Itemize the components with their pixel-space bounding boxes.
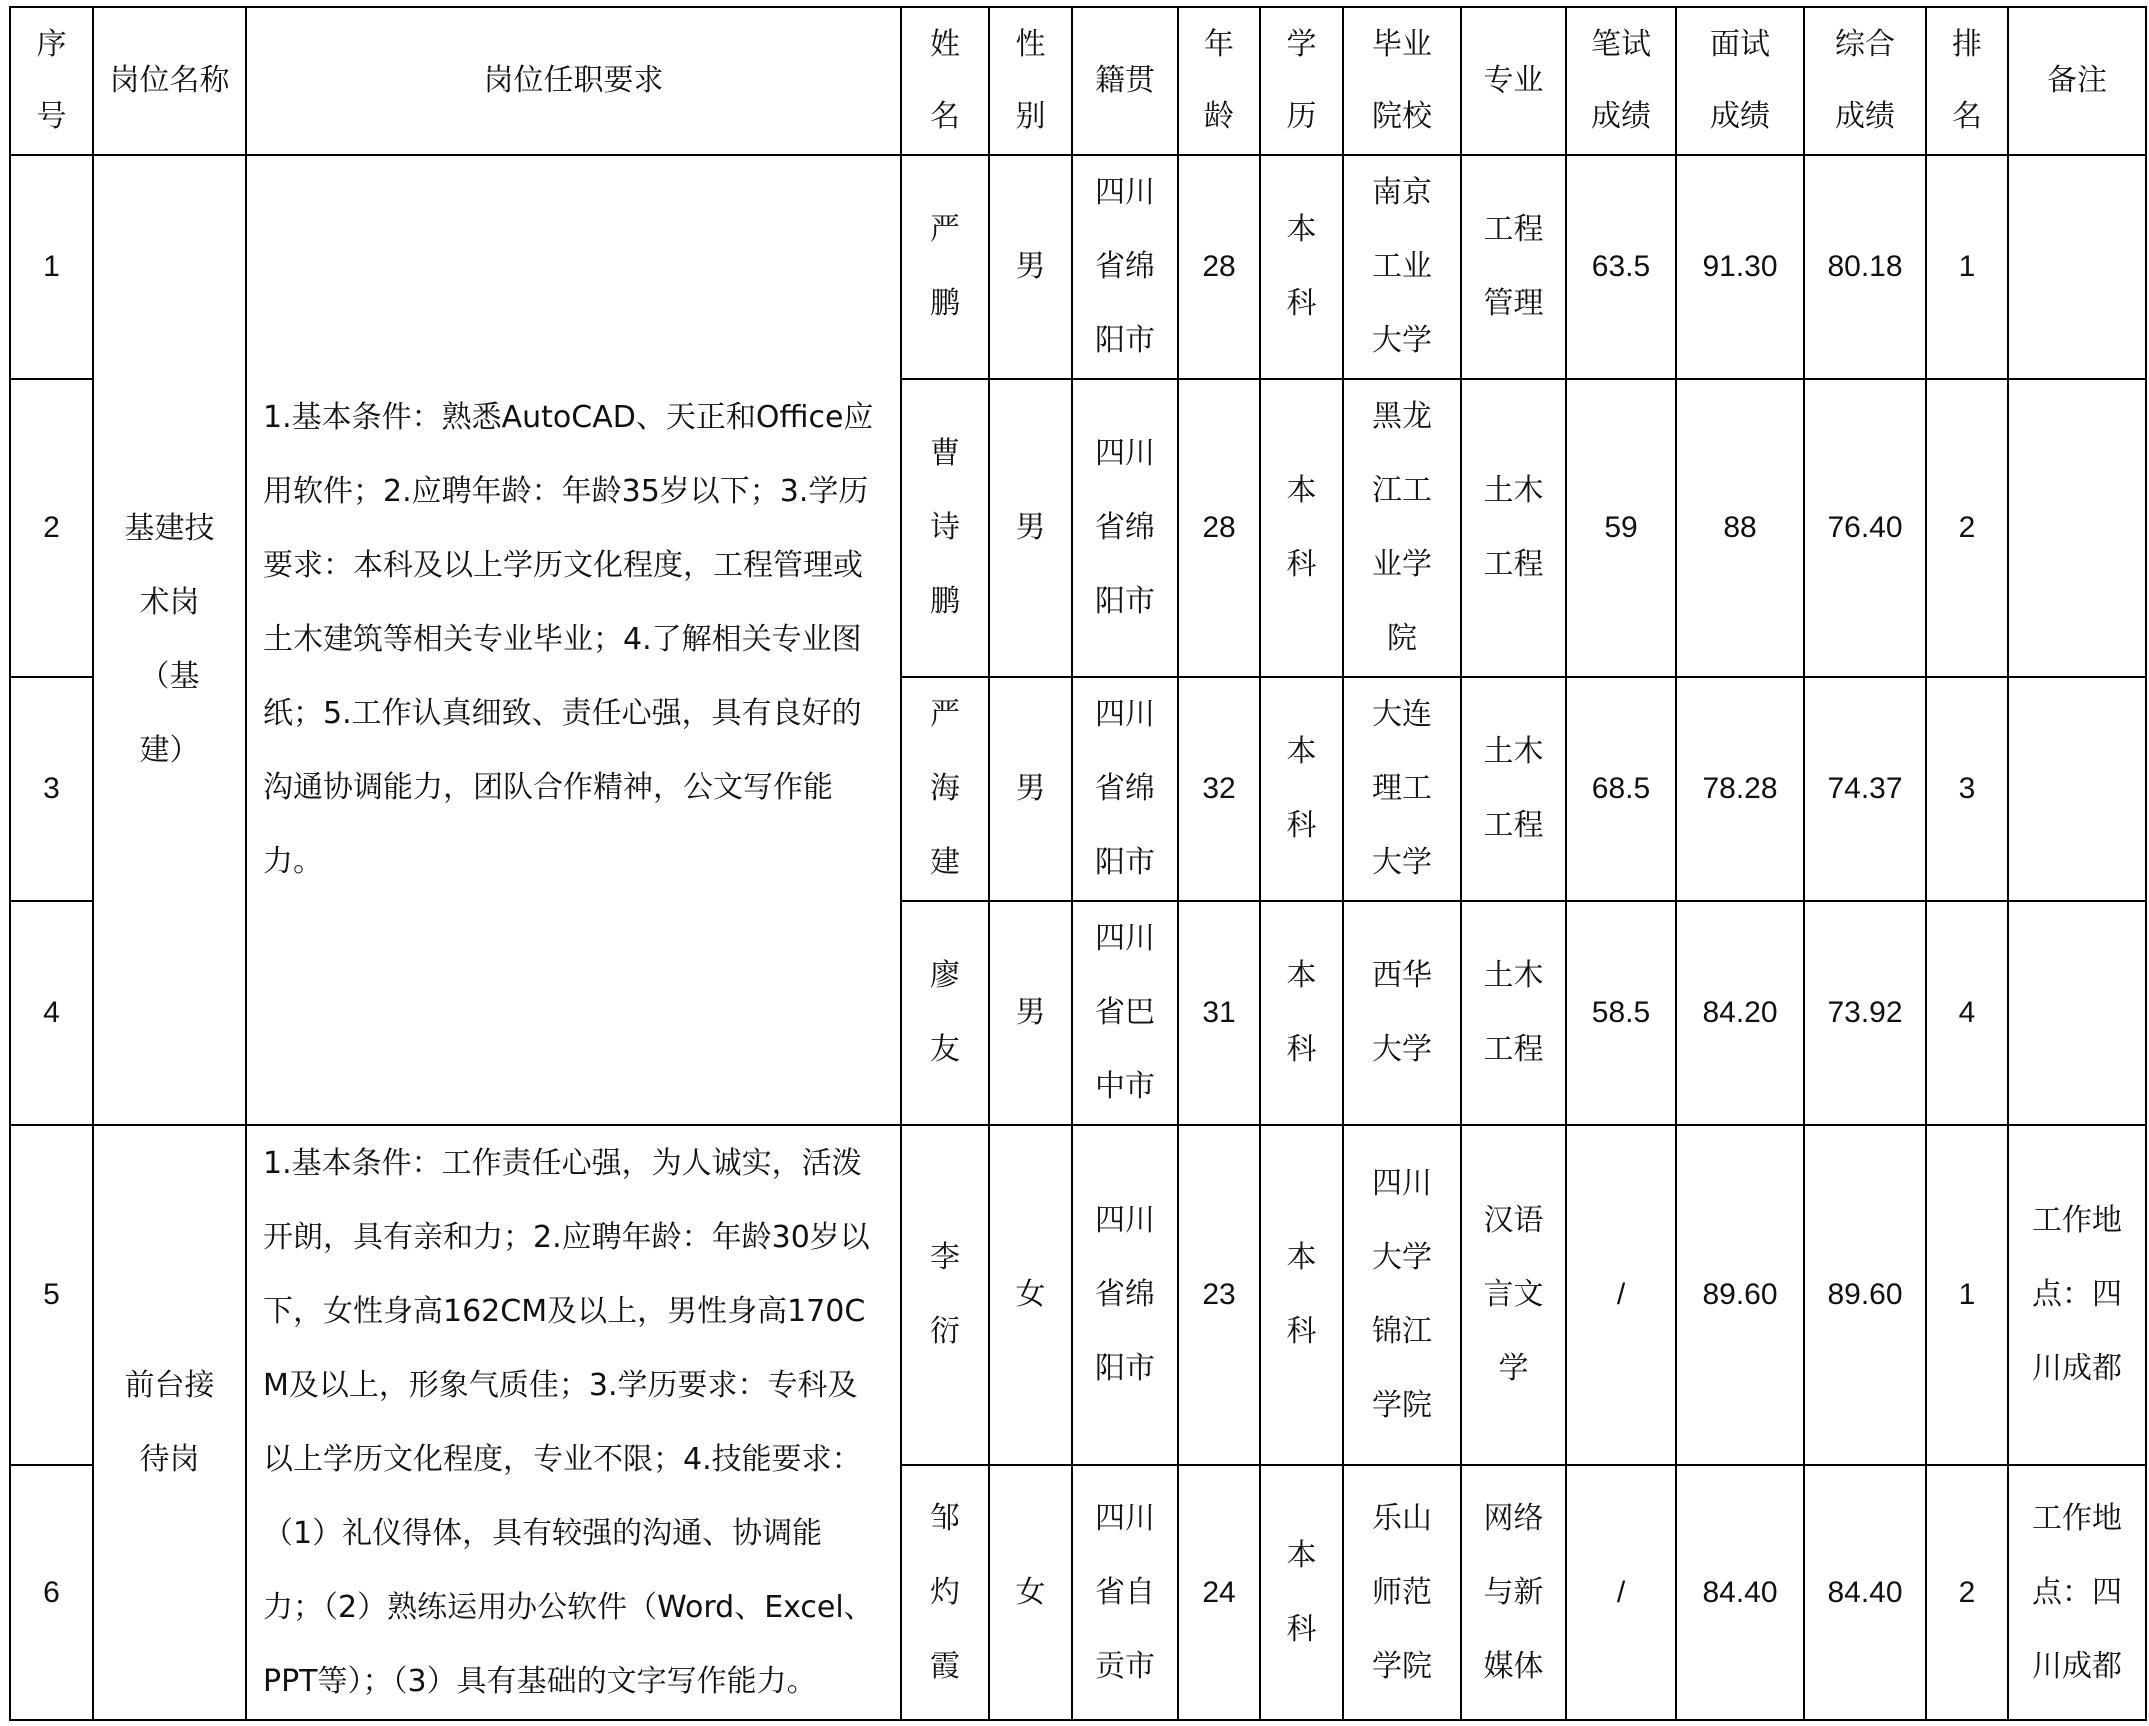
cell-age: 28 bbox=[1178, 155, 1260, 379]
cell-rank: 2 bbox=[1926, 1465, 2008, 1720]
table-row bbox=[10, 1125, 2146, 1465]
cell-education: 本科 bbox=[1260, 1465, 1343, 1720]
cell-native-place: 四川省绵阳市 bbox=[1072, 379, 1178, 677]
cell-education: 本科 bbox=[1260, 379, 1343, 677]
cell-written-score: 58.5 bbox=[1566, 901, 1676, 1125]
cell-school: 黑龙江工业学院 bbox=[1343, 379, 1461, 677]
cell-rank: 4 bbox=[1926, 901, 2008, 1125]
header-written-score: 笔试成绩 bbox=[1566, 7, 1676, 155]
cell-major: 土木工程 bbox=[1461, 901, 1566, 1125]
cell-written-score: 68.5 bbox=[1566, 677, 1676, 901]
cell-post-requirements: 1.基本条件：熟悉AutoCAD、天正和Office应用软件；2.应聘年龄：年龄35岁以下；3.学历要求：本科及以上学历文化程度，工程管理或土木建筑等相关专业毕业；4.了解相关专业图纸；5.工作认真细致、责任心强，具有良好的沟通协调能力，团队合作精神，公文写作能力。 bbox=[246, 155, 901, 1125]
cell-total-score: 89.60 bbox=[1804, 1125, 1926, 1465]
table-row bbox=[10, 155, 2146, 379]
cell-rank: 2 bbox=[1926, 379, 2008, 677]
cell-age: 23 bbox=[1178, 1125, 1260, 1465]
cell-note bbox=[2008, 379, 2146, 677]
header-school: 毕业院校 bbox=[1343, 7, 1461, 155]
cell-name: 严鹏 bbox=[901, 155, 989, 379]
cell-school: 西华大学 bbox=[1343, 901, 1461, 1125]
cell-seq: 6 bbox=[10, 1465, 93, 1720]
header-interview-score: 面试成绩 bbox=[1676, 7, 1804, 155]
candidate-table bbox=[9, 6, 2147, 1721]
cell-note bbox=[2008, 155, 2146, 379]
header-note: 备注 bbox=[2008, 7, 2146, 155]
cell-note: 工作地点：四川成都 bbox=[2008, 1125, 2146, 1465]
cell-note bbox=[2008, 901, 2146, 1125]
cell-native-place: 四川省绵阳市 bbox=[1072, 155, 1178, 379]
cell-education: 本科 bbox=[1260, 1125, 1343, 1465]
cell-age: 31 bbox=[1178, 901, 1260, 1125]
cell-gender: 女 bbox=[989, 1125, 1072, 1465]
cell-total-score: 73.92 bbox=[1804, 901, 1926, 1125]
header-requirements: 岗位任职要求 bbox=[246, 7, 901, 155]
cell-interview-score: 88 bbox=[1676, 379, 1804, 677]
header-native-place: 籍贯 bbox=[1072, 7, 1178, 155]
cell-education: 本科 bbox=[1260, 155, 1343, 379]
header-total-score: 综合成绩 bbox=[1804, 7, 1926, 155]
cell-seq: 5 bbox=[10, 1125, 93, 1465]
cell-seq: 4 bbox=[10, 901, 93, 1125]
header-row bbox=[10, 7, 2146, 155]
cell-native-place: 四川省绵阳市 bbox=[1072, 677, 1178, 901]
cell-post-requirements: 1.基本条件：工作责任心强，为人诚实，活泼开朗，具有亲和力；2.应聘年龄：年龄30岁以下，女性身高162CM及以上，男性身高170CM及以上，形象气质佳；3.学历要求：专科及以上学历文化程度，专业不限；4.技能要求：（1）礼仪得体，具有较强的沟通、协调能力；（2）熟练运用办公软件（Word、Excel、PPT等）；（3）具有基础的文字写作能力。 bbox=[246, 1125, 901, 1720]
cell-written-score: / bbox=[1566, 1125, 1676, 1465]
cell-gender: 男 bbox=[989, 677, 1072, 901]
cell-written-score: 63.5 bbox=[1566, 155, 1676, 379]
cell-gender: 男 bbox=[989, 901, 1072, 1125]
cell-education: 本科 bbox=[1260, 677, 1343, 901]
cell-name: 曹诗鹏 bbox=[901, 379, 989, 677]
cell-total-score: 80.18 bbox=[1804, 155, 1926, 379]
cell-school: 大连理工大学 bbox=[1343, 677, 1461, 901]
cell-school: 乐山师范学院 bbox=[1343, 1465, 1461, 1720]
cell-school: 南京工业大学 bbox=[1343, 155, 1461, 379]
cell-interview-score: 91.30 bbox=[1676, 155, 1804, 379]
cell-name: 李衍 bbox=[901, 1125, 989, 1465]
cell-age: 24 bbox=[1178, 1465, 1260, 1720]
header-education: 学历 bbox=[1260, 7, 1343, 155]
cell-total-score: 74.37 bbox=[1804, 677, 1926, 901]
cell-gender: 男 bbox=[989, 379, 1072, 677]
cell-major: 网络与新媒体 bbox=[1461, 1465, 1566, 1720]
cell-interview-score: 89.60 bbox=[1676, 1125, 1804, 1465]
cell-note bbox=[2008, 677, 2146, 901]
cell-gender: 女 bbox=[989, 1465, 1072, 1720]
cell-rank: 1 bbox=[1926, 1125, 2008, 1465]
header-rank: 排名 bbox=[1926, 7, 2008, 155]
cell-major: 汉语言文学 bbox=[1461, 1125, 1566, 1465]
cell-native-place: 四川省自贡市 bbox=[1072, 1465, 1178, 1720]
cell-total-score: 76.40 bbox=[1804, 379, 1926, 677]
cell-total-score: 84.40 bbox=[1804, 1465, 1926, 1720]
cell-education: 本科 bbox=[1260, 901, 1343, 1125]
cell-rank: 1 bbox=[1926, 155, 2008, 379]
header-post: 岗位名称 bbox=[93, 7, 246, 155]
cell-name: 廖友 bbox=[901, 901, 989, 1125]
header-seq: 序号 bbox=[10, 7, 93, 155]
cell-major: 土木工程 bbox=[1461, 379, 1566, 677]
cell-rank: 3 bbox=[1926, 677, 2008, 901]
header-major: 专业 bbox=[1461, 7, 1566, 155]
cell-seq: 3 bbox=[10, 677, 93, 901]
cell-interview-score: 84.40 bbox=[1676, 1465, 1804, 1720]
cell-seq: 1 bbox=[10, 155, 93, 379]
cell-interview-score: 78.28 bbox=[1676, 677, 1804, 901]
cell-major: 土木工程 bbox=[1461, 677, 1566, 901]
cell-age: 32 bbox=[1178, 677, 1260, 901]
cell-name: 邹灼霞 bbox=[901, 1465, 989, 1720]
header-age: 年龄 bbox=[1178, 7, 1260, 155]
cell-major: 工程管理 bbox=[1461, 155, 1566, 379]
cell-gender: 男 bbox=[989, 155, 1072, 379]
cell-post-title: 前台接待岗 bbox=[93, 1125, 246, 1720]
cell-post-title: 基建技术岗（基建） bbox=[93, 155, 246, 1125]
cell-note: 工作地点：四川成都 bbox=[2008, 1465, 2146, 1720]
cell-native-place: 四川省巴中市 bbox=[1072, 901, 1178, 1125]
cell-school: 四川大学锦江学院 bbox=[1343, 1125, 1461, 1465]
cell-written-score: / bbox=[1566, 1465, 1676, 1720]
cell-written-score: 59 bbox=[1566, 379, 1676, 677]
cell-interview-score: 84.20 bbox=[1676, 901, 1804, 1125]
header-name: 姓名 bbox=[901, 7, 989, 155]
cell-seq: 2 bbox=[10, 379, 93, 677]
cell-name: 严海建 bbox=[901, 677, 989, 901]
header-gender: 性别 bbox=[989, 7, 1072, 155]
cell-age: 28 bbox=[1178, 379, 1260, 677]
cell-native-place: 四川省绵阳市 bbox=[1072, 1125, 1178, 1465]
